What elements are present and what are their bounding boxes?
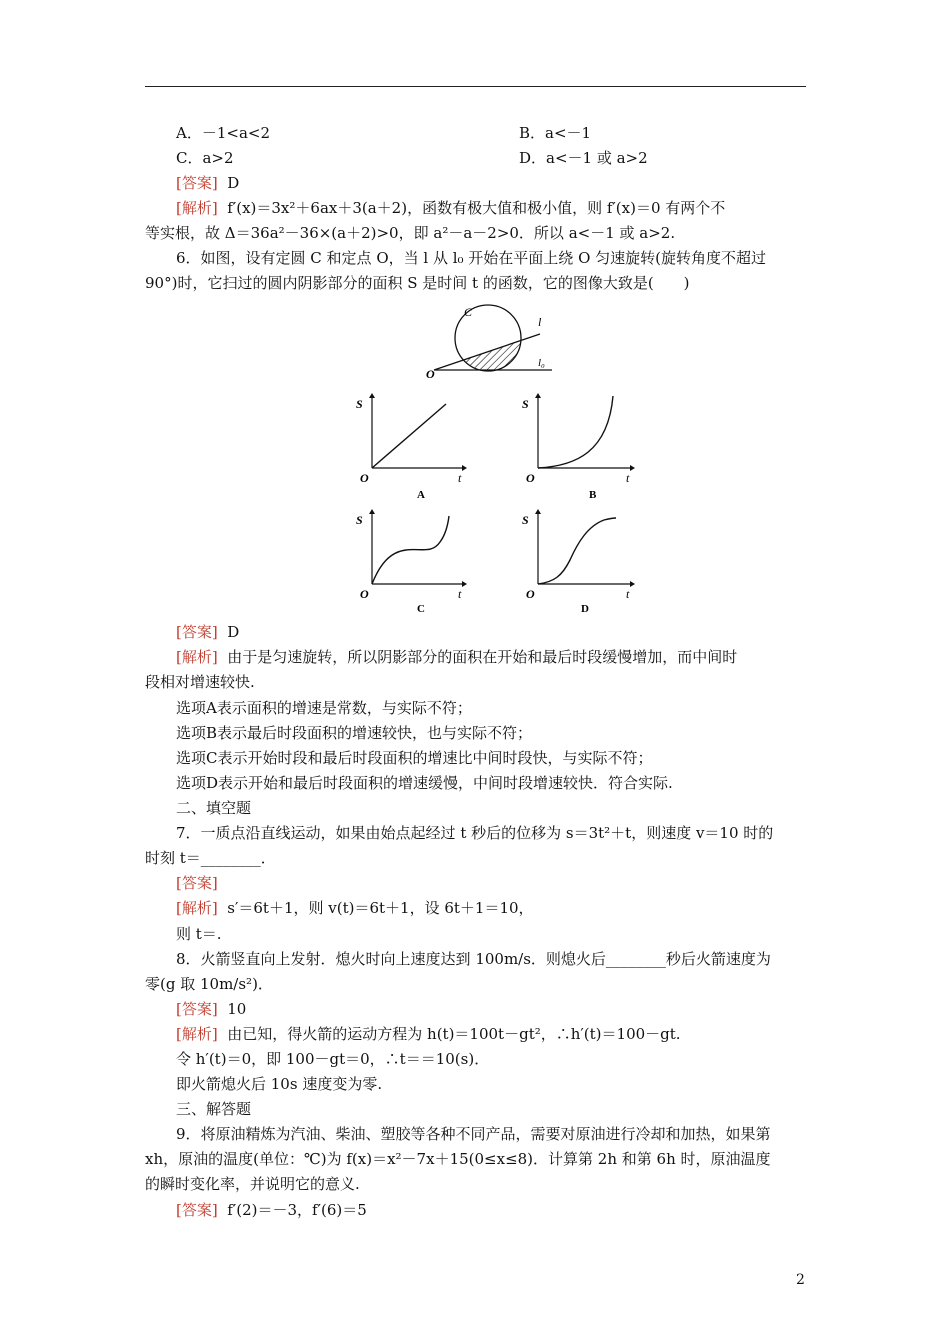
- q5-option-c: C．a>2: [176, 149, 234, 167]
- q6-analysis-cont: 段相对增速较快.: [145, 673, 255, 691]
- analysis-tag: [解析]: [176, 648, 218, 666]
- q6-option-a-note: 选项A表示面积的增速是常数，与实际不符；: [176, 699, 472, 717]
- axis-s-label: S: [356, 513, 363, 527]
- answer-tag: [答案]: [176, 874, 218, 892]
- q8-analysis-conclusion: 即火箭熄火后 10s 速度变为零.: [176, 1075, 383, 1093]
- circle-rotation-figure: [420, 302, 565, 384]
- q7-stem: 7．一质点沿直线运动，如果由始点起经过 t 秒后的位移为 s＝3t²＋t，则速度 v＝10 时的: [176, 824, 774, 842]
- q8-analysis: [176, 1022, 806, 1046]
- q6-option-b-note: 选项B表示最后时段面积的增速较快，也与实际不符；: [176, 724, 533, 742]
- curve-c: [372, 516, 449, 584]
- section-heading-fill-in: 二、填空题: [176, 799, 252, 817]
- q5-analysis: [176, 196, 806, 220]
- axis-t-label: t: [626, 587, 630, 601]
- graph-a-label: A: [417, 489, 425, 501]
- page-number: 2: [796, 1272, 805, 1288]
- answer-tag: [答案]: [176, 623, 218, 641]
- q5-analysis-cont: 等实根，故 Δ＝36a²－36×(a＋2)>0，即 a²－a－2>0．所以 a<－1 或 a>2.: [145, 224, 676, 242]
- analysis-text: 由于是匀速旋转，所以阴影部分的面积在开始和最后时段缓慢增加，而中间时: [227, 648, 738, 666]
- answer-value: f′(2)＝－3，f′(6)＝5: [227, 1201, 367, 1219]
- q5-option-d: D．a<－1 或 a>2: [519, 149, 648, 167]
- q7-answer: [176, 871, 806, 895]
- q9-stem-cont: xh，原油的温度(单位：℃)为 f(x)＝x²－7x＋15(0≤x≤8)．计算第 2h 和第 6h 时，原油温度: [145, 1150, 771, 1168]
- q5-options-row-1: [176, 121, 806, 145]
- q5-answer: [176, 171, 806, 195]
- axis-t-label: t: [458, 587, 462, 601]
- q8-answer: [176, 997, 806, 1021]
- analysis-text: f′(x)＝3x²＋6ax＋3(a＋2)，函数有极大值和极小值，则 f′(x)＝0 有两个不: [227, 199, 726, 217]
- answer-value: D: [227, 623, 240, 641]
- q6-stem-cont: 90°)时，它扫过的圆内阴影部分的面积 S 是时间 t 的函数，它的图像大致是( ): [145, 274, 690, 292]
- section-heading-solutions: 三、解答题: [176, 1100, 252, 1118]
- analysis-tag: [解析]: [176, 199, 218, 217]
- q6-stem: 6．如图，设有定圆 C 和定点 O，当 l 从 l₀ 开始在平面上绕 O 匀速旋转(旋转角度不超过: [176, 249, 766, 267]
- q8-stem: 8．火箭竖直向上发射．熄火时向上速度达到 100m/s．则熄火后________秒后火箭速度为: [176, 950, 771, 968]
- curve-a: [372, 404, 446, 468]
- label-o: O: [426, 367, 435, 381]
- analysis-text: 由已知，得火箭的运动方程为 h(t)＝100t－gt²，∴h′(t)＝100－gt.: [227, 1025, 681, 1043]
- answer-value: 10: [227, 1000, 247, 1018]
- axis-s-label: S: [356, 397, 363, 411]
- q6-option-d-note: 选项D表示开始和最后时段面积的增速缓慢，中间时段增速较快．符合实际.: [176, 774, 673, 792]
- graph-d-label: D: [581, 603, 589, 615]
- axis-s-label: S: [522, 513, 529, 527]
- q8-stem-cont: 零(g 取 10m/s²)．: [145, 975, 273, 993]
- q9-answer: [176, 1198, 806, 1222]
- axis-t-label: t: [626, 471, 630, 485]
- q8-analysis-cont: 令 h′(t)＝0，即 100－gt＝0，∴t＝＝10(s)．: [176, 1050, 490, 1068]
- origin-label: O: [526, 587, 535, 601]
- q5-options-row-2: [176, 146, 806, 170]
- q7-stem-cont: 时刻 t＝________．: [145, 849, 276, 867]
- q6-analysis: [176, 645, 806, 669]
- header-rule: [145, 86, 806, 87]
- axis-s-label: S: [522, 397, 529, 411]
- axis-t-label: t: [458, 471, 462, 485]
- answer-tag: [答案]: [176, 1000, 218, 1018]
- q9-stem: 9．将原油精炼为汽油、柴油、塑胶等各种不同产品，需要对原油进行冷却和加热，如果第: [176, 1125, 771, 1143]
- graph-d: [516, 508, 641, 618]
- q5-option-b: B．a<－1: [519, 124, 592, 142]
- analysis-tag: [解析]: [176, 899, 218, 917]
- graph-a: [350, 392, 470, 504]
- answer-tag: [答案]: [176, 174, 218, 192]
- label-l: l: [538, 315, 542, 329]
- graph-c: [350, 508, 470, 618]
- label-c: C: [464, 305, 473, 319]
- origin-label: O: [526, 471, 535, 485]
- analysis-text: s′＝6t＋1，则 v(t)＝6t＋1，设 6t＋1＝10，: [227, 899, 534, 917]
- q6-option-c-note: 选项C表示开始时段和最后时段面积的增速比中间时段快，与实际不符；: [176, 749, 653, 767]
- q9-stem-cont-2: 的瞬时变化率，并说明它的意义.: [145, 1175, 360, 1193]
- q5-option-a: A．－1<a<2: [176, 124, 270, 142]
- curve-b: [538, 396, 613, 468]
- answer-value: D: [227, 174, 240, 192]
- curve-d: [538, 518, 616, 584]
- answer-tag: [答案]: [176, 1201, 218, 1219]
- graph-b: [516, 392, 641, 504]
- origin-label: O: [360, 471, 369, 485]
- q7-analysis-cont: 则 t＝.: [176, 925, 222, 943]
- label-l0: l₀: [538, 357, 545, 369]
- analysis-tag: [解析]: [176, 1025, 218, 1043]
- q7-analysis: [176, 896, 806, 920]
- graph-b-label: B: [589, 489, 597, 501]
- graph-c-label: C: [417, 603, 425, 615]
- q6-answer: [176, 620, 806, 644]
- origin-label: O: [360, 587, 369, 601]
